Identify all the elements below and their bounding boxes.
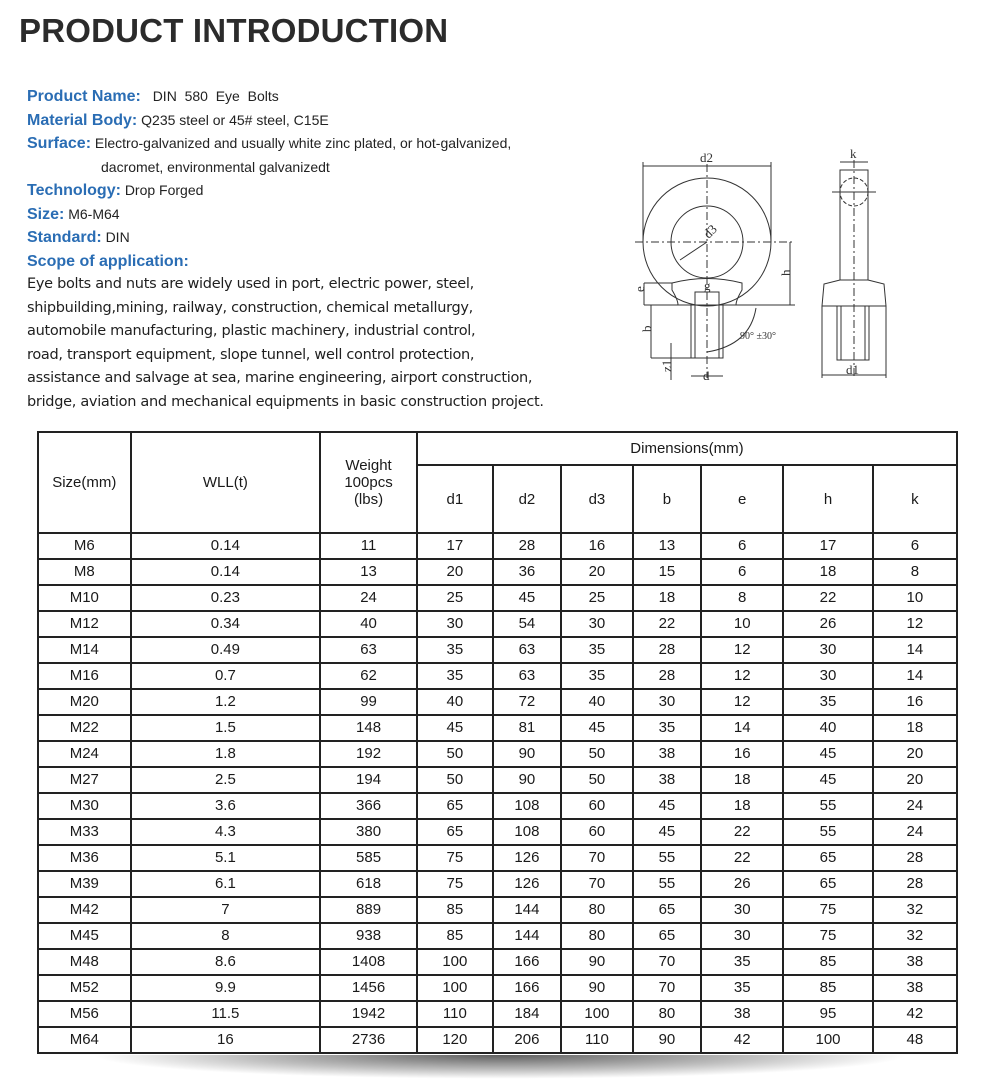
label-z1: z1 — [659, 359, 674, 372]
cell-e: 26 — [701, 871, 783, 897]
cell-weight: 366 — [320, 793, 417, 819]
scope-line: automobile manufacturing, plastic machinery, industrial control, — [27, 323, 476, 339]
label-d: d — [703, 368, 710, 383]
cell-size: M36 — [38, 845, 131, 871]
label-b: b — [639, 325, 654, 332]
label-angle: 90° ±30° — [740, 331, 776, 342]
cell-d3: 110 — [561, 1027, 633, 1053]
cell-b: 22 — [633, 611, 701, 637]
cell-wll: 0.14 — [131, 559, 320, 585]
spec-product-name — [27, 85, 587, 109]
cell-h: 30 — [783, 637, 872, 663]
header-weight-line: (lbs) — [353, 491, 384, 508]
cell-weight: 63 — [320, 637, 417, 663]
cell-e: 30 — [701, 923, 783, 949]
scope-line: shipbuilding,mining, railway, construction, chemical metallurgy, — [27, 299, 473, 316]
cell-e: 18 — [701, 767, 783, 793]
cell-h: 75 — [783, 897, 872, 923]
cell-weight: 618 — [320, 871, 417, 897]
label-d2: d2 — [700, 150, 713, 165]
cell-d3: 16 — [561, 533, 633, 559]
cell-d3: 35 — [561, 637, 633, 663]
cell-d3: 25 — [561, 585, 633, 611]
cell-d1: 40 — [417, 689, 493, 715]
table-row — [38, 1027, 957, 1053]
decorative-shadow — [90, 1055, 910, 1079]
cell-d1: 120 — [417, 1027, 493, 1053]
cell-h: 22 — [783, 585, 872, 611]
scope-line: road, transport equipment, slope tunnel, well control protection, — [27, 346, 475, 363]
cell-e: 22 — [701, 819, 783, 845]
cell-d2: 108 — [493, 793, 561, 819]
cell-size: M45 — [38, 923, 131, 949]
cell-wll: 8 — [131, 923, 320, 949]
spec-value: Q235 steel or 45# steel, C15E — [141, 111, 329, 128]
cell-wll: 16 — [131, 1027, 320, 1053]
table-row — [38, 819, 957, 845]
cell-d1: 30 — [417, 611, 493, 637]
spec-value: M6-M64 — [68, 205, 120, 222]
cell-wll: 6.1 — [131, 871, 320, 897]
spec-label: Size: — [27, 205, 65, 223]
cell-k: 38 — [873, 975, 957, 1001]
cell-d1: 50 — [417, 767, 493, 793]
cell-weight: 13 — [320, 559, 417, 585]
dimensions-table — [37, 431, 958, 1054]
cell-d3: 20 — [561, 559, 633, 585]
cell-h: 40 — [783, 715, 872, 741]
cell-k: 24 — [873, 819, 957, 845]
cell-size: M33 — [38, 819, 131, 845]
cell-d2: 144 — [493, 897, 561, 923]
spec-label: Technology: — [27, 182, 121, 199]
cell-k: 8 — [873, 559, 957, 585]
cell-d1: 17 — [417, 533, 493, 559]
spec-value: DIN — [105, 229, 130, 245]
cell-wll: 8.6 — [131, 949, 320, 975]
cell-d2: 81 — [493, 715, 561, 741]
cell-k: 42 — [873, 1001, 957, 1027]
cell-h: 55 — [783, 819, 872, 845]
cell-weight: 11 — [320, 533, 417, 559]
cell-e: 22 — [701, 845, 783, 871]
cell-b: 65 — [633, 923, 701, 949]
cell-d3: 40 — [561, 689, 633, 715]
cell-d3: 90 — [561, 975, 633, 1001]
spec-label: Scope of application: — [27, 252, 189, 270]
cell-wll: 2.5 — [131, 767, 320, 793]
cell-d3: 50 — [561, 741, 633, 767]
header-e: e — [701, 465, 783, 533]
cell-b: 70 — [633, 975, 701, 1001]
spec-label: Standard: — [27, 229, 102, 246]
cell-wll: 3.6 — [131, 793, 320, 819]
header-size: Size(mm) — [38, 432, 131, 533]
cell-b: 30 — [633, 689, 701, 715]
cell-e: 16 — [701, 741, 783, 767]
eye-bolt-diagram — [600, 140, 920, 390]
cell-h: 35 — [783, 689, 872, 715]
cell-e: 35 — [701, 975, 783, 1001]
cell-d1: 25 — [417, 585, 493, 611]
cell-b: 28 — [633, 663, 701, 689]
table-row — [38, 715, 957, 741]
table-row — [38, 689, 957, 715]
cell-size: M14 — [38, 637, 131, 663]
table-row — [38, 585, 957, 611]
cell-d1: 65 — [417, 819, 493, 845]
cell-h: 30 — [783, 663, 872, 689]
cell-b: 28 — [633, 637, 701, 663]
cell-size: M8 — [38, 559, 131, 585]
cell-e: 6 — [701, 533, 783, 559]
cell-weight: 40 — [320, 611, 417, 637]
cell-d2: 36 — [493, 559, 561, 585]
header-b: b — [633, 465, 701, 533]
cell-k: 14 — [873, 663, 957, 689]
header-weight-line: Weight — [345, 457, 392, 474]
cell-b: 55 — [633, 871, 701, 897]
cell-e: 38 — [701, 1001, 783, 1027]
cell-k: 14 — [873, 637, 957, 663]
cell-e: 30 — [701, 897, 783, 923]
header-d2: d2 — [493, 465, 561, 533]
cell-e: 8 — [701, 585, 783, 611]
cell-wll: 11.5 — [131, 1001, 320, 1027]
cell-weight: 938 — [320, 923, 417, 949]
cell-wll: 4.3 — [131, 819, 320, 845]
spec-size — [27, 203, 587, 227]
spec-value: Drop Forged — [124, 182, 204, 198]
header-dimensions: Dimensions(mm) — [417, 432, 957, 465]
cell-weight: 1942 — [320, 1001, 417, 1027]
table-row — [38, 871, 957, 897]
cell-wll: 0.14 — [131, 533, 320, 559]
cell-e: 12 — [701, 663, 783, 689]
cell-e: 18 — [701, 793, 783, 819]
cell-d3: 35 — [561, 663, 633, 689]
table-row — [38, 845, 957, 871]
label-g: g — [704, 278, 711, 293]
table-row — [38, 975, 957, 1001]
cell-k: 12 — [873, 611, 957, 637]
cell-h: 85 — [783, 975, 872, 1001]
cell-b: 15 — [633, 559, 701, 585]
cell-d3: 50 — [561, 767, 633, 793]
table-row — [38, 663, 957, 689]
cell-k: 28 — [873, 845, 957, 871]
cell-size: M20 — [38, 689, 131, 715]
cell-b: 18 — [633, 585, 701, 611]
table-row — [38, 949, 957, 975]
cell-d2: 90 — [493, 767, 561, 793]
cell-d2: 126 — [493, 845, 561, 871]
cell-d1: 85 — [417, 923, 493, 949]
cell-e: 12 — [701, 689, 783, 715]
cell-wll: 9.9 — [131, 975, 320, 1001]
cell-size: M22 — [38, 715, 131, 741]
cell-d1: 20 — [417, 559, 493, 585]
cell-h: 18 — [783, 559, 872, 585]
cell-k: 32 — [873, 897, 957, 923]
cell-k: 28 — [873, 871, 957, 897]
cell-b: 45 — [633, 793, 701, 819]
cell-size: M16 — [38, 663, 131, 689]
cell-k: 24 — [873, 793, 957, 819]
cell-b: 90 — [633, 1027, 701, 1053]
cell-d2: 206 — [493, 1027, 561, 1053]
cell-weight: 889 — [320, 897, 417, 923]
cell-b: 35 — [633, 715, 701, 741]
cell-d1: 75 — [417, 871, 493, 897]
table-row — [38, 767, 957, 793]
spec-value: dacromet, environmental galvanizedt — [101, 158, 330, 175]
header-k: k — [873, 465, 957, 533]
cell-e: 14 — [701, 715, 783, 741]
cell-h: 85 — [783, 949, 872, 975]
cell-d2: 72 — [493, 689, 561, 715]
cell-size: M10 — [38, 585, 131, 611]
cell-weight: 192 — [320, 741, 417, 767]
cell-d2: 108 — [493, 819, 561, 845]
cell-size: M42 — [38, 897, 131, 923]
header-d1: d1 — [417, 465, 493, 533]
table-row — [38, 611, 957, 637]
cell-k: 20 — [873, 741, 957, 767]
cell-size: M24 — [38, 741, 131, 767]
cell-weight: 585 — [320, 845, 417, 871]
cell-h: 45 — [783, 767, 872, 793]
cell-b: 13 — [633, 533, 701, 559]
scope-line: bridge, aviation and mechanical equipments in basic construction project. — [27, 393, 544, 410]
cell-d3: 80 — [561, 897, 633, 923]
label-d3: d3 — [700, 221, 720, 242]
cell-size: M6 — [38, 533, 131, 559]
cell-e: 10 — [701, 611, 783, 637]
cell-d1: 75 — [417, 845, 493, 871]
cell-d1: 110 — [417, 1001, 493, 1027]
cell-k: 6 — [873, 533, 957, 559]
cell-wll: 0.34 — [131, 611, 320, 637]
cell-e: 35 — [701, 949, 783, 975]
cell-b: 38 — [633, 741, 701, 767]
table-row — [38, 793, 957, 819]
page-title: PRODUCT INTRODUCTION — [19, 12, 449, 49]
table-row — [38, 923, 957, 949]
cell-k: 20 — [873, 767, 957, 793]
cell-d1: 50 — [417, 741, 493, 767]
cell-wll: 1.8 — [131, 741, 320, 767]
cell-d3: 80 — [561, 923, 633, 949]
cell-weight: 24 — [320, 585, 417, 611]
cell-d3: 70 — [561, 845, 633, 871]
cell-weight: 99 — [320, 689, 417, 715]
cell-d3: 30 — [561, 611, 633, 637]
table-row — [38, 533, 957, 559]
cell-d2: 90 — [493, 741, 561, 767]
label-d1: d1 — [846, 362, 859, 377]
cell-h: 95 — [783, 1001, 872, 1027]
cell-d3: 60 — [561, 819, 633, 845]
product-specs — [27, 85, 587, 414]
label-h: h — [778, 269, 793, 276]
cell-d3: 70 — [561, 871, 633, 897]
cell-d2: 144 — [493, 923, 561, 949]
cell-d1: 35 — [417, 637, 493, 663]
cell-size: M48 — [38, 949, 131, 975]
cell-d2: 166 — [493, 949, 561, 975]
spec-value: DIN 580 Eye Bolts — [152, 88, 279, 104]
cell-size: M30 — [38, 793, 131, 819]
table-row — [38, 1001, 957, 1027]
cell-b: 80 — [633, 1001, 701, 1027]
cell-d1: 65 — [417, 793, 493, 819]
scope-line: Eye bolts and nuts are widely used in port, electric power, steel, — [27, 276, 474, 292]
cell-d3: 100 — [561, 1001, 633, 1027]
cell-weight: 194 — [320, 767, 417, 793]
label-e: e — [632, 286, 647, 292]
cell-h: 45 — [783, 741, 872, 767]
cell-e: 42 — [701, 1027, 783, 1053]
cell-d3: 60 — [561, 793, 633, 819]
cell-weight: 380 — [320, 819, 417, 845]
cell-k: 32 — [873, 923, 957, 949]
cell-b: 70 — [633, 949, 701, 975]
cell-b: 38 — [633, 767, 701, 793]
cell-e: 6 — [701, 559, 783, 585]
cell-d3: 90 — [561, 949, 633, 975]
cell-k: 38 — [873, 949, 957, 975]
cell-d2: 184 — [493, 1001, 561, 1027]
cell-b: 55 — [633, 845, 701, 871]
cell-size: M56 — [38, 1001, 131, 1027]
cell-d2: 45 — [493, 585, 561, 611]
table-row — [38, 897, 957, 923]
cell-h: 65 — [783, 845, 872, 871]
cell-d1: 100 — [417, 949, 493, 975]
spec-scope — [27, 250, 587, 274]
cell-d2: 54 — [493, 611, 561, 637]
cell-wll: 7 — [131, 897, 320, 923]
spec-surface — [27, 132, 587, 156]
cell-wll: 0.7 — [131, 663, 320, 689]
cell-h: 55 — [783, 793, 872, 819]
scope-description — [27, 273, 587, 414]
cell-size: M27 — [38, 767, 131, 793]
cell-wll: 1.2 — [131, 689, 320, 715]
cell-e: 12 — [701, 637, 783, 663]
spec-value: Electro-galvanized and usually white zinc plated, or hot-galvanized, — [94, 135, 512, 151]
cell-h: 75 — [783, 923, 872, 949]
cell-size: M52 — [38, 975, 131, 1001]
cell-d2: 63 — [493, 637, 561, 663]
cell-weight: 148 — [320, 715, 417, 741]
scope-line: assistance and salvage at sea, marine engineering, airport construction, — [27, 370, 533, 386]
cell-size: M39 — [38, 871, 131, 897]
spec-label: Surface: — [27, 135, 92, 152]
cell-h: 100 — [783, 1027, 872, 1053]
cell-weight: 1456 — [320, 975, 417, 1001]
cell-h: 26 — [783, 611, 872, 637]
cell-d2: 28 — [493, 533, 561, 559]
table-body — [38, 533, 957, 1053]
cell-d1: 45 — [417, 715, 493, 741]
cell-weight: 1408 — [320, 949, 417, 975]
cell-k: 10 — [873, 585, 957, 611]
cell-b: 45 — [633, 819, 701, 845]
cell-k: 18 — [873, 715, 957, 741]
cell-wll: 0.23 — [131, 585, 320, 611]
cell-k: 48 — [873, 1027, 957, 1053]
spec-surface-continued — [27, 156, 587, 180]
cell-b: 65 — [633, 897, 701, 923]
cell-h: 65 — [783, 871, 872, 897]
cell-weight: 62 — [320, 663, 417, 689]
spec-label: Material Body: — [27, 111, 138, 129]
cell-wll: 1.5 — [131, 715, 320, 741]
table-row — [38, 741, 957, 767]
label-k: k — [850, 146, 857, 161]
cell-d2: 166 — [493, 975, 561, 1001]
spec-technology — [27, 179, 587, 203]
header-weight — [320, 432, 417, 533]
header-row — [38, 432, 957, 465]
header-weight-line: 100pcs — [344, 474, 393, 491]
cell-wll: 5.1 — [131, 845, 320, 871]
cell-d2: 63 — [493, 663, 561, 689]
header-wll: WLL(t) — [131, 432, 320, 533]
cell-k: 16 — [873, 689, 957, 715]
cell-d2: 126 — [493, 871, 561, 897]
table-row — [38, 559, 957, 585]
header-d3: d3 — [561, 465, 633, 533]
spec-standard — [27, 226, 587, 250]
cell-size: M64 — [38, 1027, 131, 1053]
cell-d1: 35 — [417, 663, 493, 689]
spec-label: Product Name: — [27, 88, 141, 105]
header-h: h — [783, 465, 872, 533]
cell-size: M12 — [38, 611, 131, 637]
cell-weight: 2736 — [320, 1027, 417, 1053]
cell-wll: 0.49 — [131, 637, 320, 663]
spec-material-body — [27, 109, 587, 133]
cell-d1: 85 — [417, 897, 493, 923]
table-row — [38, 637, 957, 663]
cell-d3: 45 — [561, 715, 633, 741]
cell-h: 17 — [783, 533, 872, 559]
cell-d1: 100 — [417, 975, 493, 1001]
